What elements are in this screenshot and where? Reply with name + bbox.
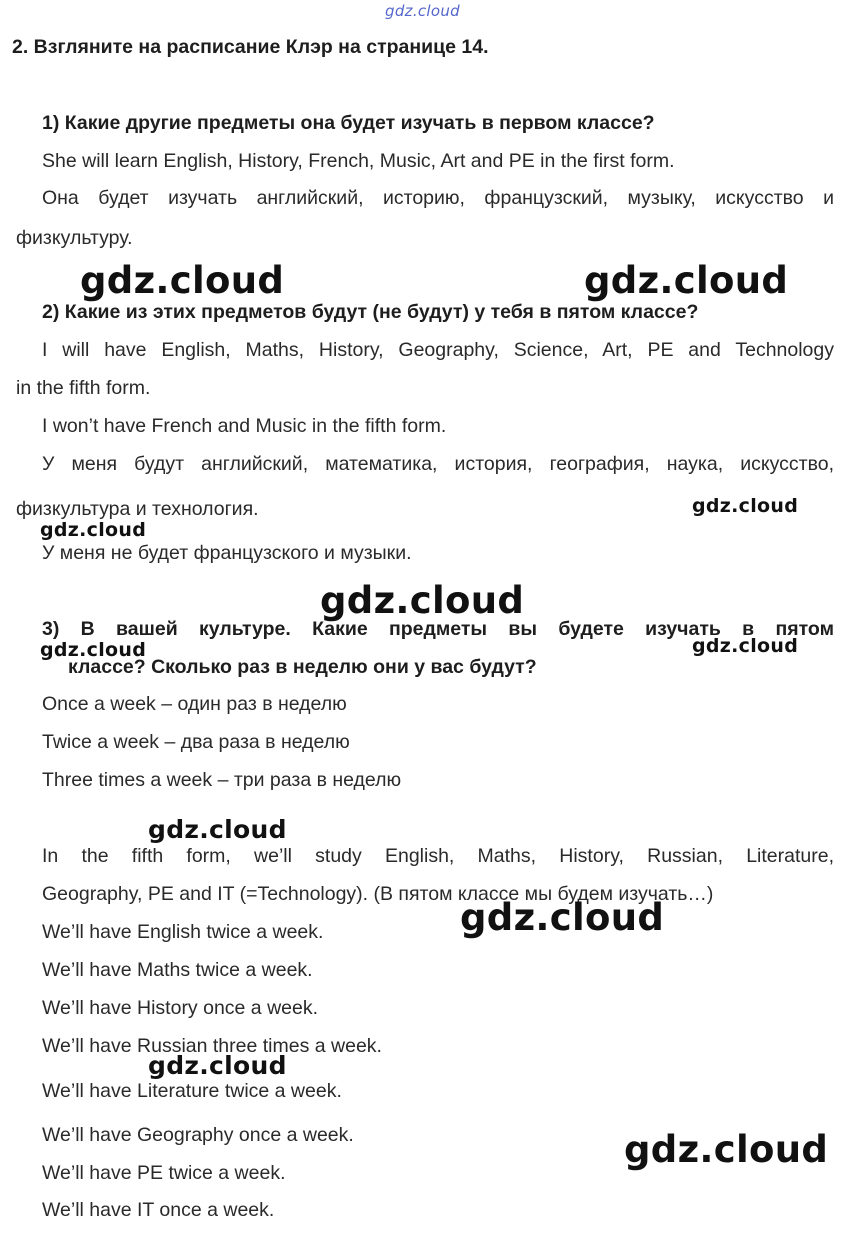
watermark: gdz.cloud <box>460 896 665 939</box>
q2-answer1-line1: I will have English, Maths, History, Geography, Science, Art, PE and Technology <box>42 339 834 361</box>
freq-three: Three times a week – три раза в неделю <box>42 769 402 791</box>
sentence-pe: We’ll have PE twice a week. <box>42 1162 286 1184</box>
watermark: gdz.cloud <box>692 495 799 517</box>
watermark: gdz.cloud <box>148 815 287 844</box>
sentence-maths: We’ll have Maths twice a week. <box>42 959 313 981</box>
task-heading: 2. Взгляните на расписание Клэр на странице 14. <box>12 36 489 58</box>
watermark: gdz.cloud <box>148 1051 287 1080</box>
q1-answer-ru-line1: Она будет изучать английский, историю, французский, музыку, искусство и <box>42 187 834 209</box>
sentence-english: We’ll have English twice a week. <box>42 921 324 943</box>
q2-answer1-line2: in the fifth form. <box>16 377 151 399</box>
q2-answer3-line1: У меня будут английский, математика, история, география, наука, искусство, <box>42 453 834 475</box>
question-1: 1) Какие другие предметы она будет изучать в первом классе? <box>42 112 655 134</box>
freq-once: Once a week – один раз в неделю <box>42 693 347 715</box>
watermark: gdz.cloud <box>80 259 285 302</box>
sentence-it: We’ll have IT once a week. <box>42 1199 275 1221</box>
question-2: 2) Какие из этих предметов будут (не будут) у тебя в пятом классе? <box>42 301 699 323</box>
watermark: gdz.cloud <box>624 1128 829 1171</box>
watermark: gdz.cloud <box>40 519 147 541</box>
sentence-history: We’ll have History once a week. <box>42 997 319 1019</box>
watermark: gdz.cloud <box>584 259 789 302</box>
q1-answer-ru-line2: физкультуру. <box>16 227 133 249</box>
question-3-line1: 3) В вашей культуре. Какие предметы вы будете изучать в пятом <box>42 618 834 640</box>
watermark: gdz.cloud <box>40 639 147 661</box>
q3-paragraph-line1: In the fifth form, we’ll study English, Maths, History, Russian, Literature, <box>42 845 834 867</box>
q2-answer2: I won’t have French and Music in the fifth form. <box>42 415 447 437</box>
watermark: gdz.cloud <box>320 579 525 622</box>
sentence-geography: We’ll have Geography once a week. <box>42 1124 354 1146</box>
question-3-line2: классе? Сколько раз в неделю они у вас будут? <box>68 656 537 678</box>
freq-twice: Twice a week – два раза в неделю <box>42 731 350 753</box>
q1-answer-en: She will learn English, History, French, Music, Art and PE in the first form. <box>42 150 675 172</box>
q2-answer4: У меня не будет французского и музыки. <box>42 542 412 564</box>
q3-paragraph-line2: Geography, PE and IT (=Technology). (В пятом классе мы будем изучать…) <box>42 883 714 905</box>
q2-answer3-line2: физкультура и технология. <box>16 498 259 520</box>
watermark: gdz.cloud <box>692 635 799 657</box>
sentence-literature: We’ll have Literature twice a week. <box>42 1080 342 1102</box>
sentence-russian: We’ll have Russian three times a week. <box>42 1035 382 1057</box>
watermark-top: gdz.cloud <box>385 2 461 20</box>
